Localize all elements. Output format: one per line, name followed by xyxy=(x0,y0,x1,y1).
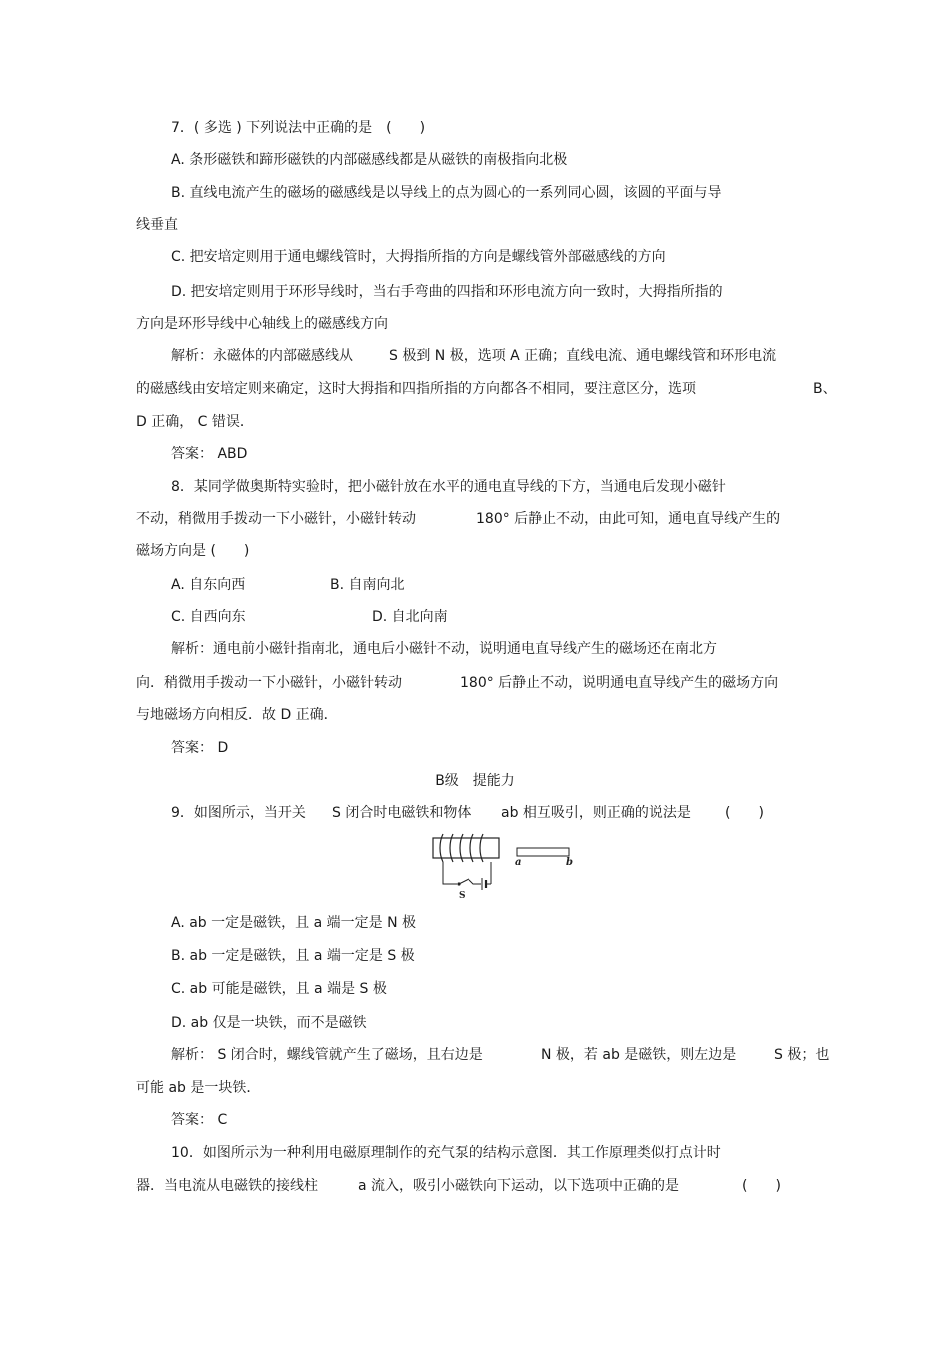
q9-explanation-line1-part1: 解析： S 闭合时，螺线管就产生了磁场，且右边是 xyxy=(171,1047,483,1063)
q7-option-c: C. 把安培定则用于通电螺线管时，大拇指所指的方向是螺线管外部磁感线的方向 xyxy=(171,249,666,265)
q9-option-c: C. ab 可能是磁铁，且 a 端是 S 极 xyxy=(171,981,387,997)
q8-explanation-line2-part1: 向．稍微用手拨动一下小磁针，小磁针转动 xyxy=(136,675,402,691)
q7-option-d-line1: D. 把安培定则用于环形导线时，当右手弯曲的四指和环形电流方向一致时，大拇指所指的 xyxy=(171,284,723,300)
q8-explanation-line2-part2: 180° 后静止不动，说明通电直导线产生的磁场方向 xyxy=(460,675,779,691)
q7-option-d-line2: 方向是环形导线中心轴线上的磁感线方向 xyxy=(136,316,388,332)
electromagnet-diagram xyxy=(425,832,585,902)
q8-option-a: A. 自东向西 xyxy=(171,577,246,593)
switch-label: S xyxy=(459,891,466,901)
q10-stem-line1: 10．如图所示为一种利用电磁原理制作的充气泵的结构示意图．其工作原理类似打点计时 xyxy=(171,1145,721,1161)
q7-explanation-line1-part1: 解析：永磁体的内部磁感线从 xyxy=(171,348,353,364)
q9-stem-part4: ( ) xyxy=(725,805,764,821)
q9-stem-part3: ab 相互吸引，则正确的说法是 xyxy=(501,805,691,821)
q7-explanation-line1-part2: S 极到 N 极，选项 A 正确；直线电流、通电螺线管和环形电流 xyxy=(389,348,777,364)
q7-explanation-line2-part1: 的磁感线由安培定则来确定，这时大拇指和四指所指的方向都各不相同，要注意区分，选项 xyxy=(136,381,696,397)
q7-option-b-line2: 线垂直 xyxy=(136,217,178,233)
q7-answer: 答案： ABD xyxy=(171,446,248,462)
q8-explanation-line3: 与地磁场方向相反．故 D 正确． xyxy=(136,707,338,723)
q7-option-b-line1: B. 直线电流产生的磁场的磁感线是以导线上的点为圆心的一系列同心圆，该圆的平面与导 xyxy=(171,185,722,201)
battery-icon xyxy=(482,878,491,890)
q9-option-a: A. ab 一定是磁铁，且 a 端一定是 N 极 xyxy=(171,915,416,931)
q9-explanation-line2: 可能 ab 是一块铁． xyxy=(136,1080,261,1096)
q8-stem-line2-part2: 180° 后静止不动，由此可知，通电直导线产生的 xyxy=(476,511,781,527)
object-end-a-label: a xyxy=(515,857,522,868)
q8-option-c: C. 自西向东 xyxy=(171,609,246,625)
q10-stem-line2-part3: ( ) xyxy=(742,1178,781,1194)
q9-option-d: D. ab 仅是一块铁，而不是磁铁 xyxy=(171,1015,367,1031)
section-heading: B级 提能力 xyxy=(435,773,515,789)
q8-answer: 答案： D xyxy=(171,740,229,756)
q8-option-b: B. 自南向北 xyxy=(330,577,405,593)
q10-stem-line2-part2: a 流入，吸引小磁铁向下运动，以下选项中正确的是 xyxy=(358,1178,680,1194)
q8-option-d: D. 自北向南 xyxy=(372,609,448,625)
q8-stem-line1: 8．某同学做奥斯特实验时，把小磁针放在水平的通电直导线的下方，当通电后发现小磁针 xyxy=(171,479,726,495)
q9-stem-part1: 9．如图所示，当开关 xyxy=(171,805,306,821)
object-end-b-label: b xyxy=(566,857,573,868)
electromagnet-core xyxy=(433,838,499,858)
q8-explanation-line1: 解析：通电前小磁针指南北，通电后小磁针不动，说明通电直导线产生的磁场还在南北方 xyxy=(171,641,717,657)
q8-stem-line3: 磁场方向是 ( ) xyxy=(136,543,250,559)
q9-explanation-line1-part2: N 极，若 ab 是磁铁，则左边是 xyxy=(541,1047,737,1063)
q9-explanation-line1-part3: S 极；也 xyxy=(774,1047,830,1063)
q7-stem: 7．( 多选 ) 下列说法中正确的是 ( ) xyxy=(171,120,426,136)
q10-stem-line2-part1: 器．当电流从电磁铁的接线柱 xyxy=(136,1178,318,1194)
q9-option-b: B. ab 一定是磁铁，且 a 端一定是 S 极 xyxy=(171,948,415,964)
circuit-wires xyxy=(443,862,491,884)
switch-icon xyxy=(457,879,469,886)
object-ab xyxy=(517,848,569,856)
q8-stem-line2-part1: 不动，稍微用手拨动一下小磁针，小磁针转动 xyxy=(136,511,416,527)
q9-stem-part2: S 闭合时电磁铁和物体 xyxy=(332,805,472,821)
q7-explanation-line3: D 正确， C 错误． xyxy=(136,414,254,430)
q7-option-a: A. 条形磁铁和蹄形磁铁的内部磁感线都是从磁铁的南极指向北极 xyxy=(171,152,568,168)
q9-answer: 答案： C xyxy=(171,1112,228,1128)
q7-explanation-line2-part2: B、 xyxy=(813,381,837,397)
